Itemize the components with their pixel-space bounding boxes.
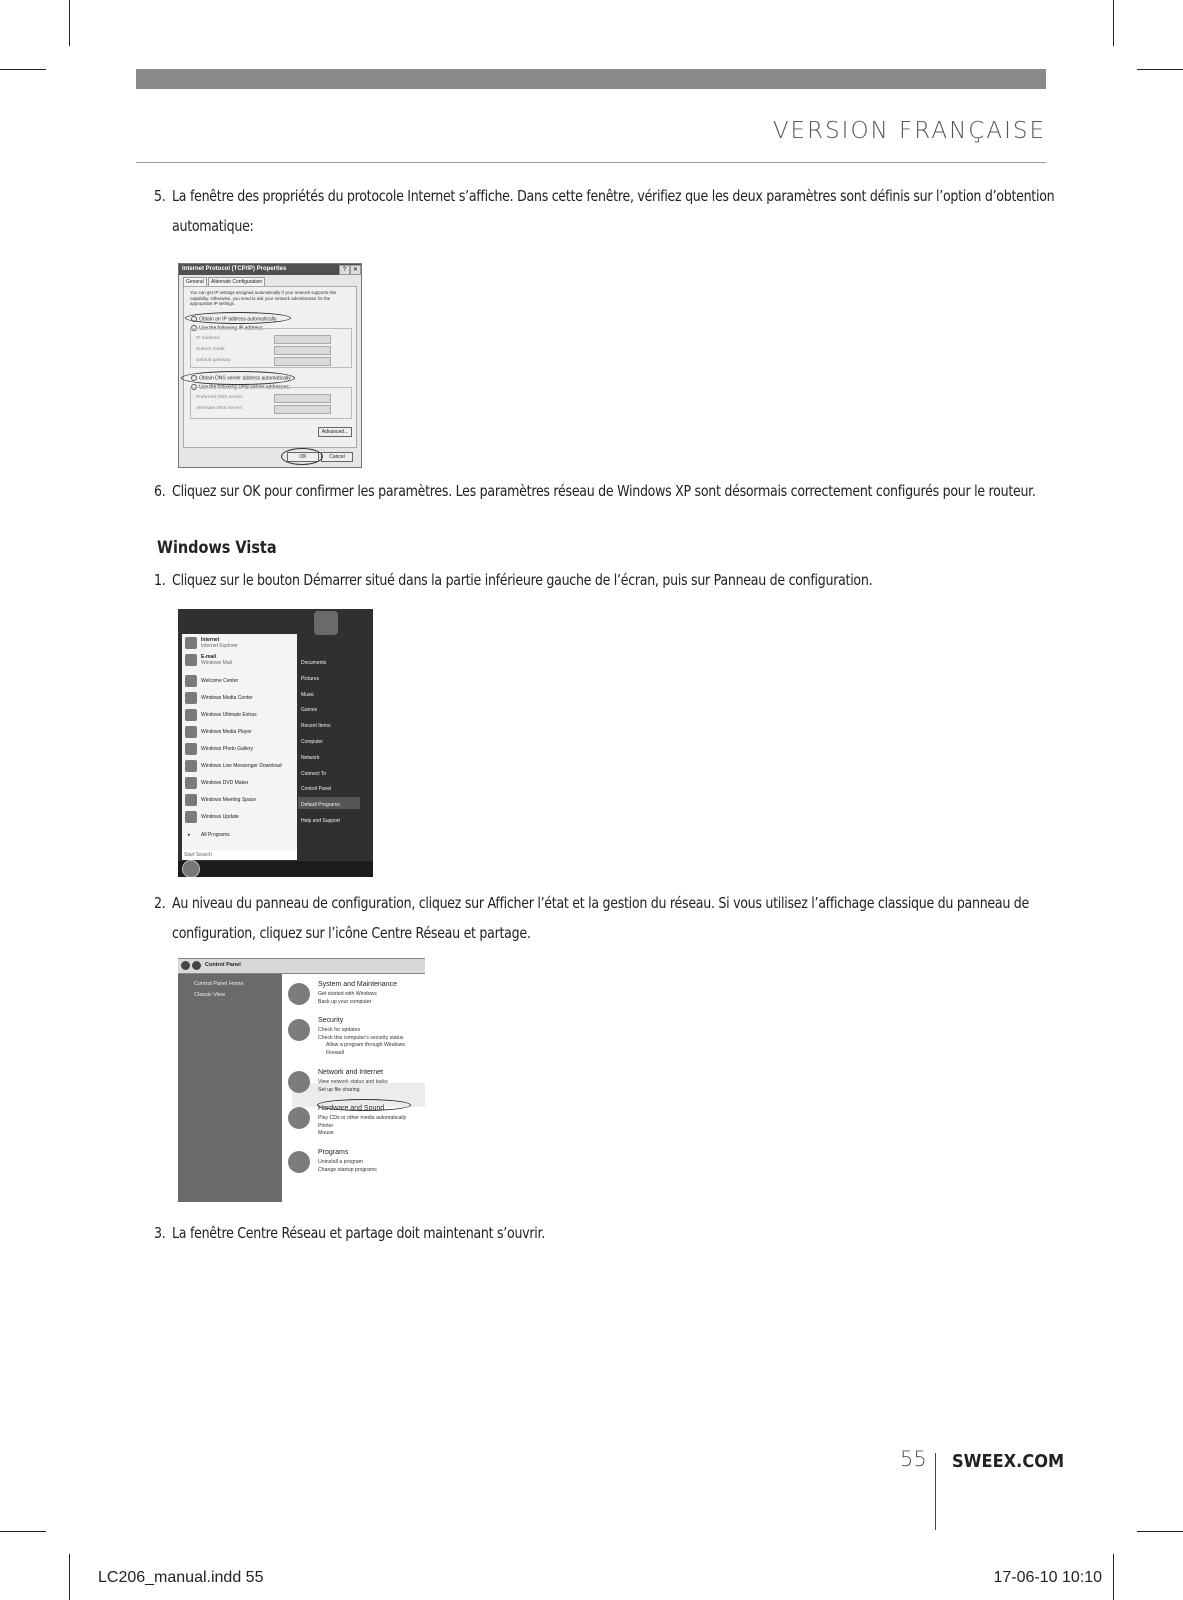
arrow-right-icon: ▸	[188, 832, 191, 838]
program-item	[185, 708, 296, 722]
category-icon	[288, 1107, 310, 1129]
slug-date: 17-06-10 10:10	[993, 1569, 1102, 1586]
tcpip-properties-screenshot	[178, 263, 362, 468]
category-icon	[288, 983, 310, 1005]
category-link: Firewall	[326, 1049, 344, 1056]
dialog-panel	[183, 286, 357, 448]
program-item	[185, 674, 296, 688]
cp-sidebar	[178, 974, 282, 1202]
subnet-field	[274, 346, 331, 355]
program-icon	[185, 811, 197, 823]
step-number: 5.	[154, 187, 166, 205]
program-item	[185, 759, 296, 773]
category-link: Printer	[318, 1122, 334, 1129]
category-title: System and Maintenance	[318, 981, 397, 988]
header-bar	[136, 69, 1046, 89]
subnet-label: Subnet mask:	[196, 347, 226, 352]
category-link: Mouse	[318, 1130, 334, 1136]
category-link: Get started with Windows	[318, 991, 377, 997]
step-text-cont: configuration, cliquez sur l’icône Centre Réseau et partage.	[172, 924, 531, 942]
radio-manual-ip: Use the following IP address:	[191, 325, 264, 332]
footer-divider	[935, 1453, 936, 1530]
program-label: Windows Photo Gallery	[201, 746, 253, 752]
program-icon	[185, 709, 197, 721]
start-right-item: Games	[301, 707, 318, 714]
category-icon	[288, 1071, 310, 1093]
program-icon	[185, 692, 197, 704]
category-link: Back up your computer	[318, 998, 372, 1005]
crop-mark	[1113, 0, 1114, 46]
crop-mark	[69, 0, 70, 46]
category-title: Network and Internet	[318, 1069, 383, 1076]
pref-dns-label: Preferred DNS server:	[196, 395, 244, 400]
pinned-item	[185, 636, 296, 651]
crop-mark	[69, 1554, 70, 1600]
step-5	[154, 181, 1056, 241]
step-number: 2.	[154, 894, 166, 912]
address-text: Control Panel	[205, 962, 241, 968]
program-icon	[185, 743, 197, 755]
program-icon	[185, 760, 197, 772]
pinned-subtitle: Windows Mail	[201, 660, 232, 666]
program-label: Windows Media Player	[201, 729, 252, 735]
category-link: Check this computer's security status	[318, 1034, 404, 1041]
start-right-item: Control Panel	[301, 786, 332, 793]
step-2	[154, 888, 1056, 948]
category-link: Uninstall a program	[318, 1159, 363, 1165]
step-6	[154, 476, 1056, 506]
step-text: La fenêtre des propriétés du protocole Internet s’affiche. Dans cette fenêtre, vérifiez que les deux paramètres sont définis sur l’option d’obtention	[172, 187, 1055, 205]
radio-auto-ip: Obtain an IP address automatically	[191, 316, 276, 323]
tab-alternate: Alternate Configuration	[208, 277, 265, 287]
program-item	[185, 742, 296, 756]
forward-icon	[192, 961, 201, 970]
category-link: View network status and tasks	[318, 1079, 388, 1085]
step-number: 6.	[154, 482, 166, 500]
program-item	[185, 810, 296, 824]
dns-group	[190, 387, 352, 419]
category-link: Check for updates	[318, 1027, 361, 1033]
program-icon	[185, 654, 197, 666]
gateway-label: Default gateway:	[196, 358, 232, 363]
highlight-ellipse	[181, 371, 295, 385]
taskbar	[178, 861, 373, 877]
program-item	[185, 776, 296, 790]
radio-manual-dns: Use the following DNS server addresses:	[191, 384, 290, 391]
crop-mark	[1137, 69, 1183, 70]
program-label: Windows Ultimate Extras	[201, 712, 257, 718]
start-right-item: Default Programs	[301, 802, 340, 809]
ok-button: OK	[287, 452, 319, 462]
cancel-button: Cancel	[321, 452, 353, 462]
category-icon	[288, 1151, 310, 1173]
program-item	[185, 725, 296, 739]
pinned-item	[185, 653, 296, 668]
program-icon	[185, 794, 197, 806]
brand-url: SWEEX.COM	[952, 1451, 1065, 1472]
program-icon	[185, 726, 197, 738]
step-number: 3.	[154, 1224, 166, 1242]
crop-mark	[1113, 1554, 1114, 1600]
address-bar	[178, 959, 425, 974]
program-item	[185, 691, 296, 705]
highlight-ellipse	[317, 1099, 411, 1111]
category-link: Set up file sharing	[318, 1086, 360, 1093]
section-heading: Windows Vista	[157, 538, 277, 558]
step-3	[154, 1218, 1056, 1248]
highlight-ellipse	[185, 312, 291, 324]
start-right-item: Computer	[301, 739, 323, 745]
slug-filename: LC206_manual.indd 55	[98, 1569, 264, 1586]
step-text-cont: automatique:	[172, 217, 254, 235]
start-search-input: Start Search	[182, 850, 297, 860]
program-icon	[185, 675, 197, 687]
program-label: Windows Live Messenger Download	[201, 763, 282, 769]
page-number: 55	[900, 1447, 927, 1471]
program-label: Windows Update	[201, 814, 239, 820]
pinned-title: Internet	[201, 637, 220, 643]
start-right-item: Network	[301, 754, 320, 761]
step-text: Cliquez sur le bouton Démarrer situé dans la partie inférieure gauche de l’écran, puis sur Panneau de configuration.	[172, 571, 873, 589]
radio-auto-dns: Obtain DNS server address automatically	[191, 375, 291, 382]
back-icon	[181, 961, 190, 970]
ip-label: IP address:	[196, 336, 221, 341]
help-icon: ?	[339, 265, 350, 275]
classic-view-link: Classic View	[194, 992, 226, 998]
pref-dns-field	[274, 394, 331, 403]
alt-dns-label: Alternate DNS server:	[196, 406, 243, 411]
gateway-field	[274, 357, 331, 366]
start-left-pane	[182, 634, 297, 850]
program-icon	[185, 637, 197, 649]
start-menu-screenshot	[178, 609, 373, 877]
start-right-item: Music	[301, 691, 315, 698]
start-orb-icon	[182, 860, 200, 877]
all-programs-item	[185, 828, 296, 842]
program-label: Windows DVD Maker	[201, 780, 249, 786]
program-label: Windows Meeting Space	[201, 797, 257, 803]
program-label: Windows Media Center	[201, 695, 253, 701]
tab-general: General	[183, 277, 207, 287]
pinned-title: E-mail	[201, 654, 217, 660]
category-link: Play CDs or other media automatically	[318, 1115, 407, 1121]
program-icon	[185, 777, 197, 789]
start-right-item: Help and Support	[301, 818, 340, 824]
category-link: Allow a program through Windows	[326, 1042, 406, 1048]
crop-mark	[1137, 1531, 1183, 1532]
ip-field	[274, 335, 331, 344]
start-right-item: Connect To	[301, 770, 327, 777]
control-panel-screenshot	[178, 958, 425, 1202]
program-item	[185, 793, 296, 807]
category-title: Security	[318, 1017, 344, 1024]
header-rule	[136, 162, 1046, 163]
dialog-title: Internet Protocol (TCP/IP) Properties	[179, 264, 361, 275]
pinned-subtitle: Internet Explorer	[201, 643, 238, 649]
start-right-item: Recent Items	[301, 723, 331, 730]
step-text: La fenêtre Centre Réseau et partage doit maintenant s’ouvrir.	[172, 1224, 545, 1242]
category-icon	[288, 1019, 310, 1041]
step-number: 1.	[154, 571, 166, 589]
all-programs-label: All Programs	[201, 832, 230, 838]
step-text: Au niveau du panneau de configuration, cliquez sur Afficher l’état et la gestion du réseau. Si vous utilisez l’affichage classique du panneau de	[172, 894, 1030, 912]
advanced-button: Advanced...	[318, 427, 352, 437]
crop-mark	[0, 1531, 46, 1532]
close-icon: ✕	[350, 265, 361, 275]
step-text: Cliquez sur OK pour confirmer les paramètres. Les paramètres réseau de Windows XP sont désormais correctement configurés pour le routeur.	[172, 482, 1036, 500]
program-label: Welcome Center	[201, 678, 239, 684]
highlight-ellipse	[281, 448, 323, 465]
step-1	[154, 565, 1056, 595]
start-right-item: Pictures	[301, 675, 320, 682]
dialog-description: You can get IP settings assigned automatically if your network supports this capability. Otherwise, you need to ask your network administrator for the appropriate IP settings.	[190, 290, 337, 306]
alt-dns-field	[274, 405, 331, 414]
category-title: Programs	[318, 1149, 349, 1156]
category-link: Change startup programs	[318, 1166, 377, 1173]
page-header: VERSION FRANÇAISE	[772, 118, 1046, 144]
cp-home-link: Control Panel Home	[194, 981, 244, 987]
category-title: Hardware and Sound	[318, 1105, 385, 1112]
user-picture	[314, 611, 338, 635]
start-right-item: Documents	[301, 660, 327, 666]
crop-mark	[0, 69, 46, 70]
